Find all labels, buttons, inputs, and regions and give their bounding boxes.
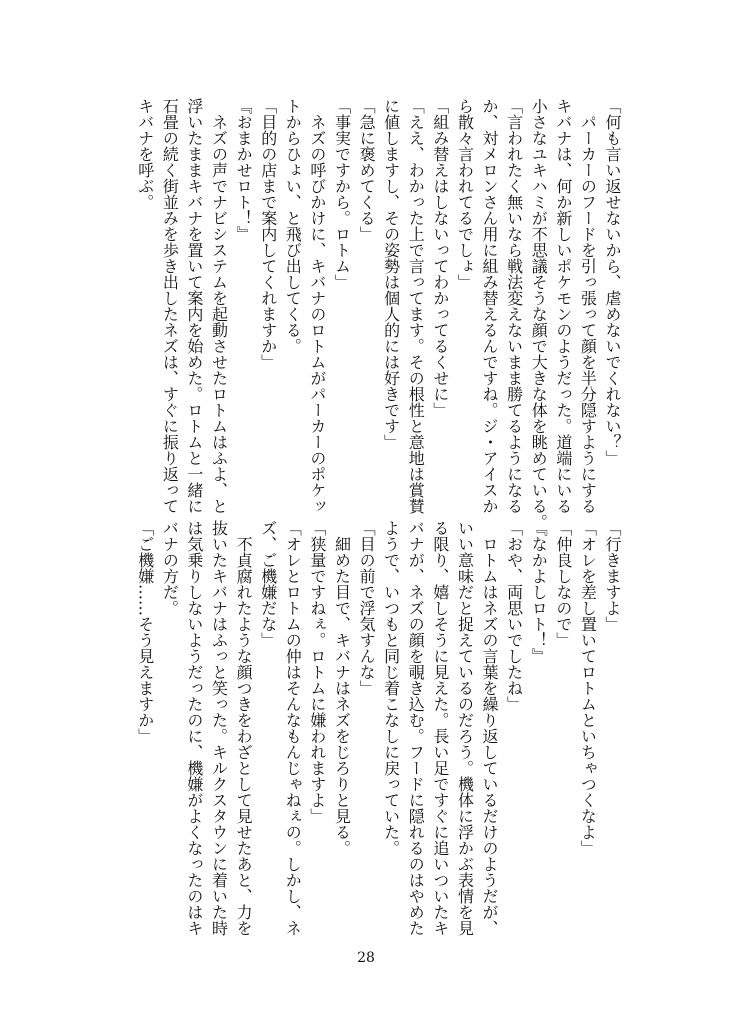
text-line: ロトムはネズの言葉を繰り返しているだけのようだが、 xyxy=(480,520,500,936)
text-line: 不貞腐れたような顔つきをわざとして見せたあと、力を xyxy=(234,520,254,936)
text-line: 「狭量ですねぇ。ロトムに嫌われますよ」 xyxy=(307,520,327,824)
text-line: 「行きますよ」 xyxy=(603,520,622,632)
text-line: 「オレを差し置いてロトムといちゃつくなよ」 xyxy=(578,520,598,856)
text-line: 石畳の続く街並みを歩き出したネズは、すぐに振り返って xyxy=(160,98,180,514)
text-line: 「おや、両思いでしたね」 xyxy=(504,520,524,712)
text-column-upper xyxy=(135,98,624,530)
text-line: に値しますし、その姿勢は個人的には好きです」 xyxy=(381,98,401,450)
text-line: ら散々言われてるでしょ」 xyxy=(455,98,475,290)
text-line: ネズの呼びかけに、キバナのロトムがパーカーのポケッ xyxy=(307,98,327,514)
text-line: 「ええ、わかった上で言ってます。その根性と意地は賞賛 xyxy=(406,98,426,514)
text-line: 小さなユキハミが不思議そうな顔で大きな体を眺めている。 xyxy=(529,98,549,530)
text-line: 抜いたキバナはふっと笑った。キルクスタウンに着いた時 xyxy=(209,520,229,936)
text-column-lower xyxy=(135,520,624,944)
text-line: 「何も言い返せないから、虐めないでくれない？」 xyxy=(603,98,622,466)
text-line: 「言われたく無いなら戦法変えないまま勝てるようになる xyxy=(504,98,524,514)
text-line: ネズの声でナビシステムを起動させたロトムはふよ、と xyxy=(209,98,229,514)
text-line: る限り、嬉しそうに見えた。長い足ですぐに追いついたキ xyxy=(430,520,450,936)
text-line: 浮いたままキバナを置いて案内を始めた。ロトムと一緒に xyxy=(184,98,204,514)
text-line: いい意味だと捉えているのだろう。機体に浮かぶ表情を見 xyxy=(455,520,475,936)
text-line: ズ、ご機嫌だな」 xyxy=(258,520,278,648)
text-line: 「仲良しなので」 xyxy=(553,520,573,648)
text-line: トからひょい、と飛び出してくる。 xyxy=(283,98,303,354)
text-line: は気乗りしないようだったのに、機嫌がよくなったのはキ xyxy=(184,520,204,936)
text-line: 「ご機嫌……そう見えますか」 xyxy=(135,520,155,744)
text-line: 「目の前で浮気すんな」 xyxy=(357,520,377,696)
text-line: バナの方だ。 xyxy=(160,520,180,616)
text-line: 「オレとロトムの仲はそんなもんじゃねぇの。しかし、ネ xyxy=(283,520,303,936)
text-line: か、対メロンさん用に組み替えるんですね。ジ・アイスか xyxy=(480,98,500,514)
text-line: パーカーのフードを引っ張って顔を半分隠すようにする xyxy=(578,98,598,514)
text-line: 「急に褒めてくる」 xyxy=(357,98,377,242)
text-line: キバナを呼ぶ。 xyxy=(135,98,155,210)
text-line: 「事実ですから。ロトム」 xyxy=(332,98,352,290)
text-line: 『なかよしロト！』 xyxy=(529,520,549,664)
text-line: 『おまかせロト！』 xyxy=(234,98,254,242)
text-line: 「組み替えはしないってわかってるくせに」 xyxy=(430,98,450,418)
text-line: キバナは、何か新しいポケモンのようだった。道端にいる xyxy=(553,98,573,514)
page-number: 28 xyxy=(357,950,375,966)
text-line: 細めた目で、キバナはネズをじろりと見る。 xyxy=(332,520,352,856)
text-line: ようで、いつもと同じ着こなしに戻っていた。 xyxy=(381,520,401,856)
text-line: 「目的の店まで案内してくれますか」 xyxy=(258,98,278,370)
text-line: バナが、ネズの顔を覗き込む。フードに隠れるのはやめた xyxy=(406,520,426,936)
